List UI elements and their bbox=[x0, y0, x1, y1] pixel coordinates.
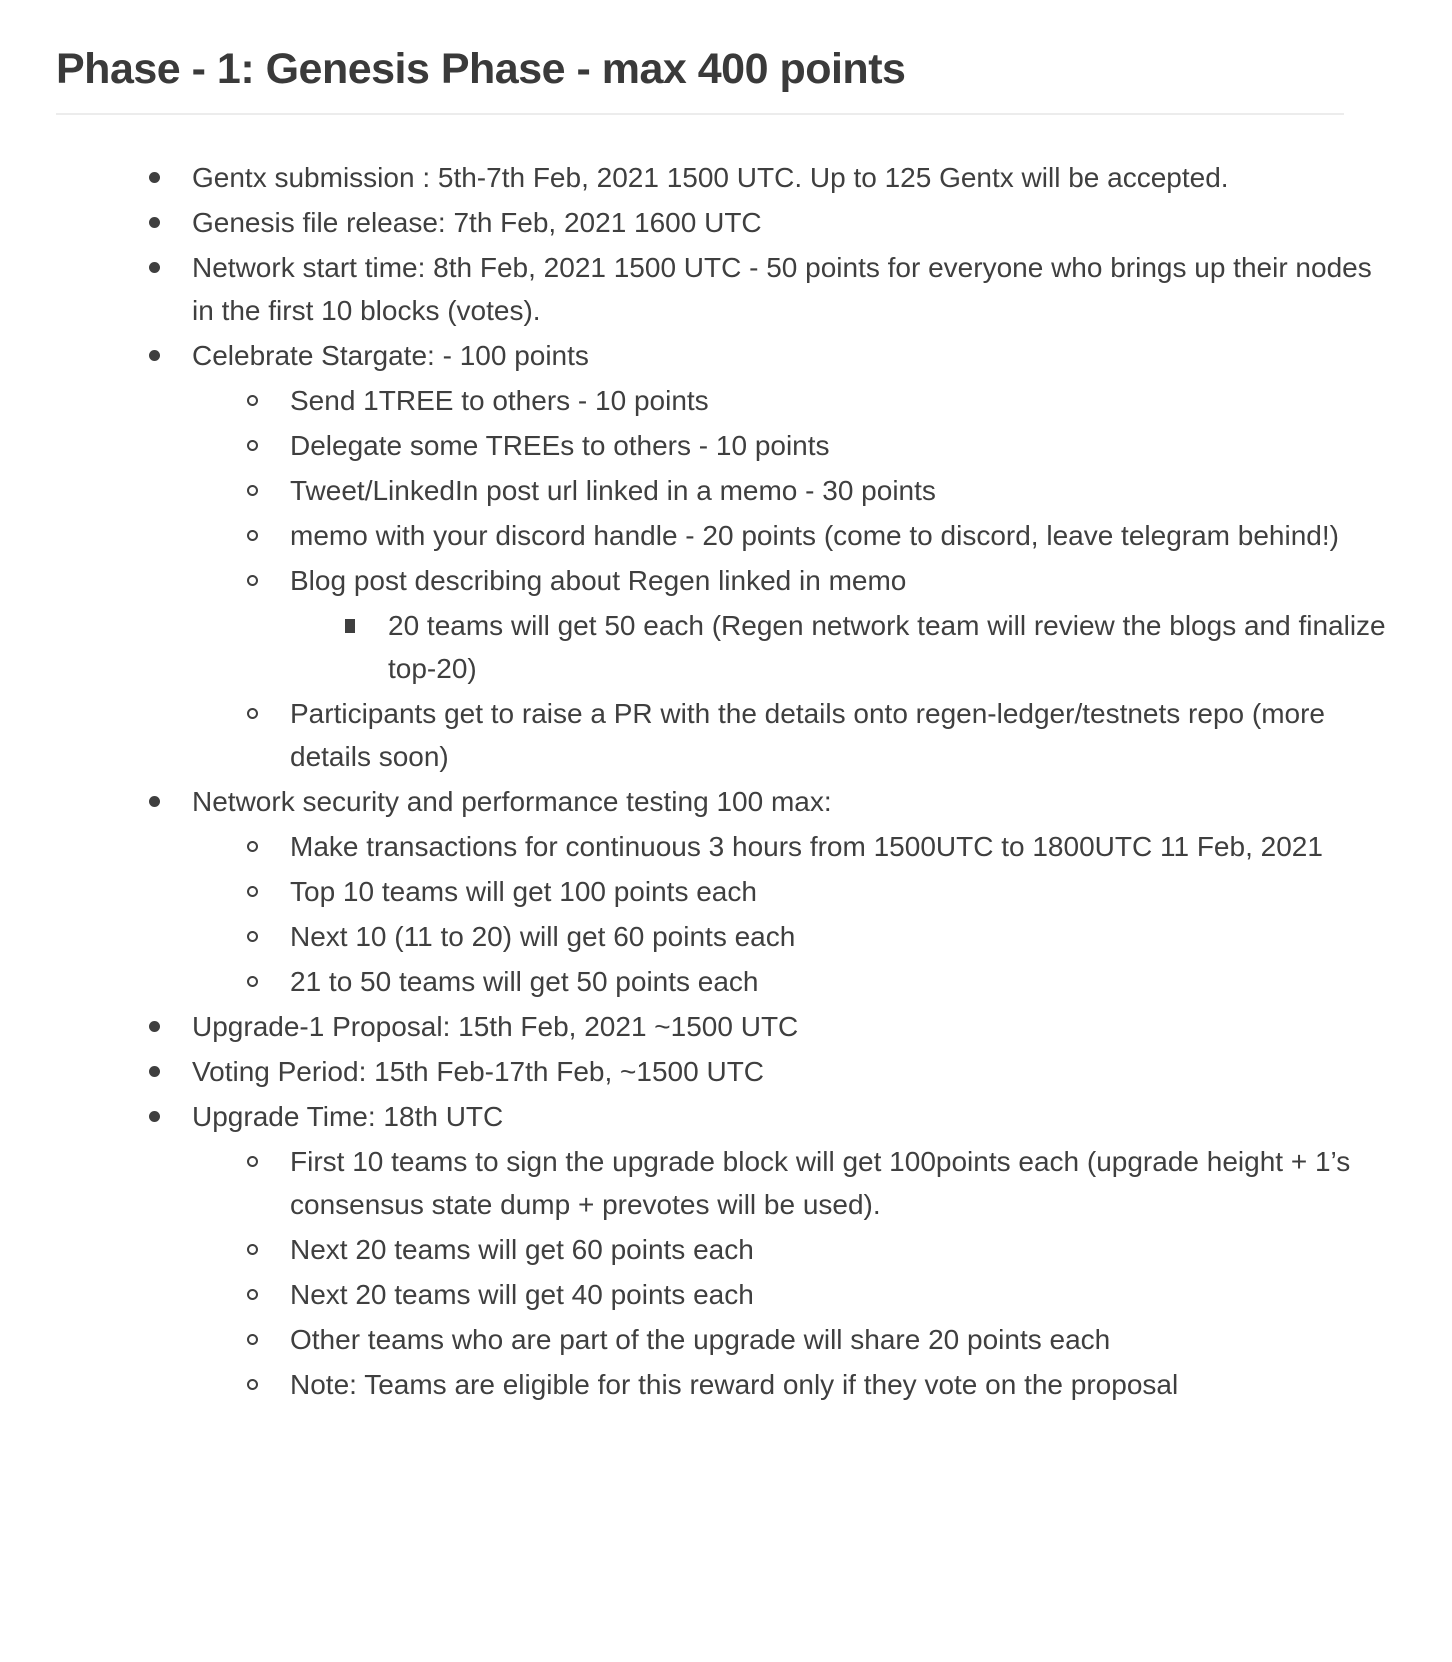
list-item: Top 10 teams will get 100 points each bbox=[56, 870, 1400, 913]
list-item: Voting Period: 15th Feb-17th Feb, ~1500 UTC bbox=[56, 1050, 1400, 1093]
list-item: 20 teams will get 50 each (Regen network team will review the blogs and finalize top-20) bbox=[56, 604, 1400, 690]
list-item: memo with your discord handle - 20 points (come to discord, leave telegram behind!) bbox=[56, 514, 1400, 557]
list-item: Network security and performance testing 100 max: bbox=[56, 780, 1400, 823]
list-item: Delegate some TREEs to others - 10 points bbox=[56, 424, 1400, 467]
list-item: Note: Teams are eligible for this reward only if they vote on the proposal bbox=[56, 1363, 1400, 1406]
list-item: Upgrade-1 Proposal: 15th Feb, 2021 ~1500 UTC bbox=[56, 1005, 1400, 1048]
list-item: Next 20 teams will get 40 points each bbox=[56, 1273, 1400, 1316]
list-item: Network start time: 8th Feb, 2021 1500 UTC - 50 points for everyone who brings up their nodes in the first 10 blocks (votes). bbox=[56, 246, 1400, 332]
list-item: Participants get to raise a PR with the details onto regen-ledger/testnets repo (more details soon) bbox=[56, 692, 1400, 778]
list-item: Next 10 (11 to 20) will get 60 points each bbox=[56, 915, 1400, 958]
list-item: Genesis file release: 7th Feb, 2021 1600 UTC bbox=[56, 201, 1400, 244]
list-item: Make transactions for continuous 3 hours from 1500UTC to 1800UTC 11 Feb, 2021 bbox=[56, 825, 1400, 868]
list-item: Send 1TREE to others - 10 points bbox=[56, 379, 1400, 422]
list-item: 21 to 50 teams will get 50 points each bbox=[56, 960, 1400, 1003]
list-item: First 10 teams to sign the upgrade block will get 100points each (upgrade height + 1’s consensus state dump + prevotes will be used). bbox=[56, 1140, 1400, 1226]
list-item: Next 20 teams will get 60 points each bbox=[56, 1228, 1400, 1271]
title-divider bbox=[56, 113, 1344, 115]
list-item: Gentx submission : 5th-7th Feb, 2021 1500 UTC. Up to 125 Gentx will be accepted. bbox=[56, 156, 1400, 199]
list-item: Other teams who are part of the upgrade will share 20 points each bbox=[56, 1318, 1400, 1361]
list-item: Blog post describing about Regen linked in memo bbox=[56, 559, 1400, 602]
outline-list bbox=[56, 156, 1400, 1406]
list-item: Celebrate Stargate: - 100 points bbox=[56, 334, 1400, 377]
list-item: Tweet/LinkedIn post url linked in a memo - 30 points bbox=[56, 469, 1400, 512]
page-title: Phase - 1: Genesis Phase - max 400 points bbox=[56, 45, 906, 93]
list-item: Upgrade Time: 18th UTC bbox=[56, 1095, 1400, 1138]
